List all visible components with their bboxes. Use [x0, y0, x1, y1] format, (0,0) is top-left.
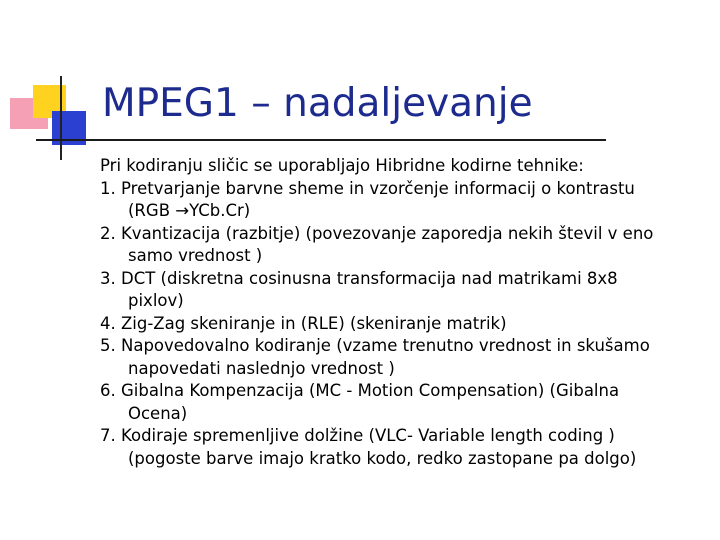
list-item-step-6: [100, 380, 710, 425]
list-item-step-3: [100, 268, 710, 313]
step-text: 2. Kvantizacija (razbitje) (povezovanje zaporedja nekih števil v eno: [100, 223, 654, 243]
slide-title: MPEG1 – nadaljevanje: [102, 81, 533, 126]
step-text-continued: pixlov): [128, 291, 184, 310]
step-text: 7. Kodiraje spremenljive dolžine (VLC- Variable length coding ): [100, 426, 615, 445]
title-underline: [36, 139, 606, 141]
decorative-vertical-line: [60, 76, 62, 160]
slide-body: [100, 155, 710, 470]
list-item-step-5: [100, 335, 710, 380]
step-text: 1. Pretvarjanje barvne sheme in vzorčenje informacij o kontrastu: [100, 178, 635, 198]
step-text-continued: (pogoste barve imajo kratko kodo, redko zastopane pa dolgo): [128, 448, 637, 468]
step-text: 4. Zig-Zag skeniranje in (RLE) (skeniranje matrik): [100, 313, 507, 333]
list-item-step-4: [100, 313, 710, 336]
list-item-step-7: [100, 425, 710, 470]
step-text-continued: Ocena): [128, 403, 188, 423]
intro-text: Pri kodiranju sličic se uporabljajo Hibridne kodirne tehnike:: [100, 156, 584, 175]
list-item-step-1: [100, 178, 710, 223]
step-text: 3. DCT (diskretna cosinusna transformacija nad matrikami 8x8: [100, 268, 618, 288]
step-text-continued: napovedati naslednjo vrednost ): [128, 358, 395, 378]
step-text: 5. Napovedovalno kodiranje (vzame trenutno vrednost in skušamo: [100, 336, 650, 355]
step-text-continued: (RGB →YCb.Cr): [128, 201, 251, 220]
list-item-step-2: [100, 223, 710, 268]
step-text: 6. Gibalna Kompenzacija (MC - Motion Compensation) (Gibalna: [100, 381, 620, 400]
step-text-continued: samo vrednost ): [128, 246, 263, 265]
